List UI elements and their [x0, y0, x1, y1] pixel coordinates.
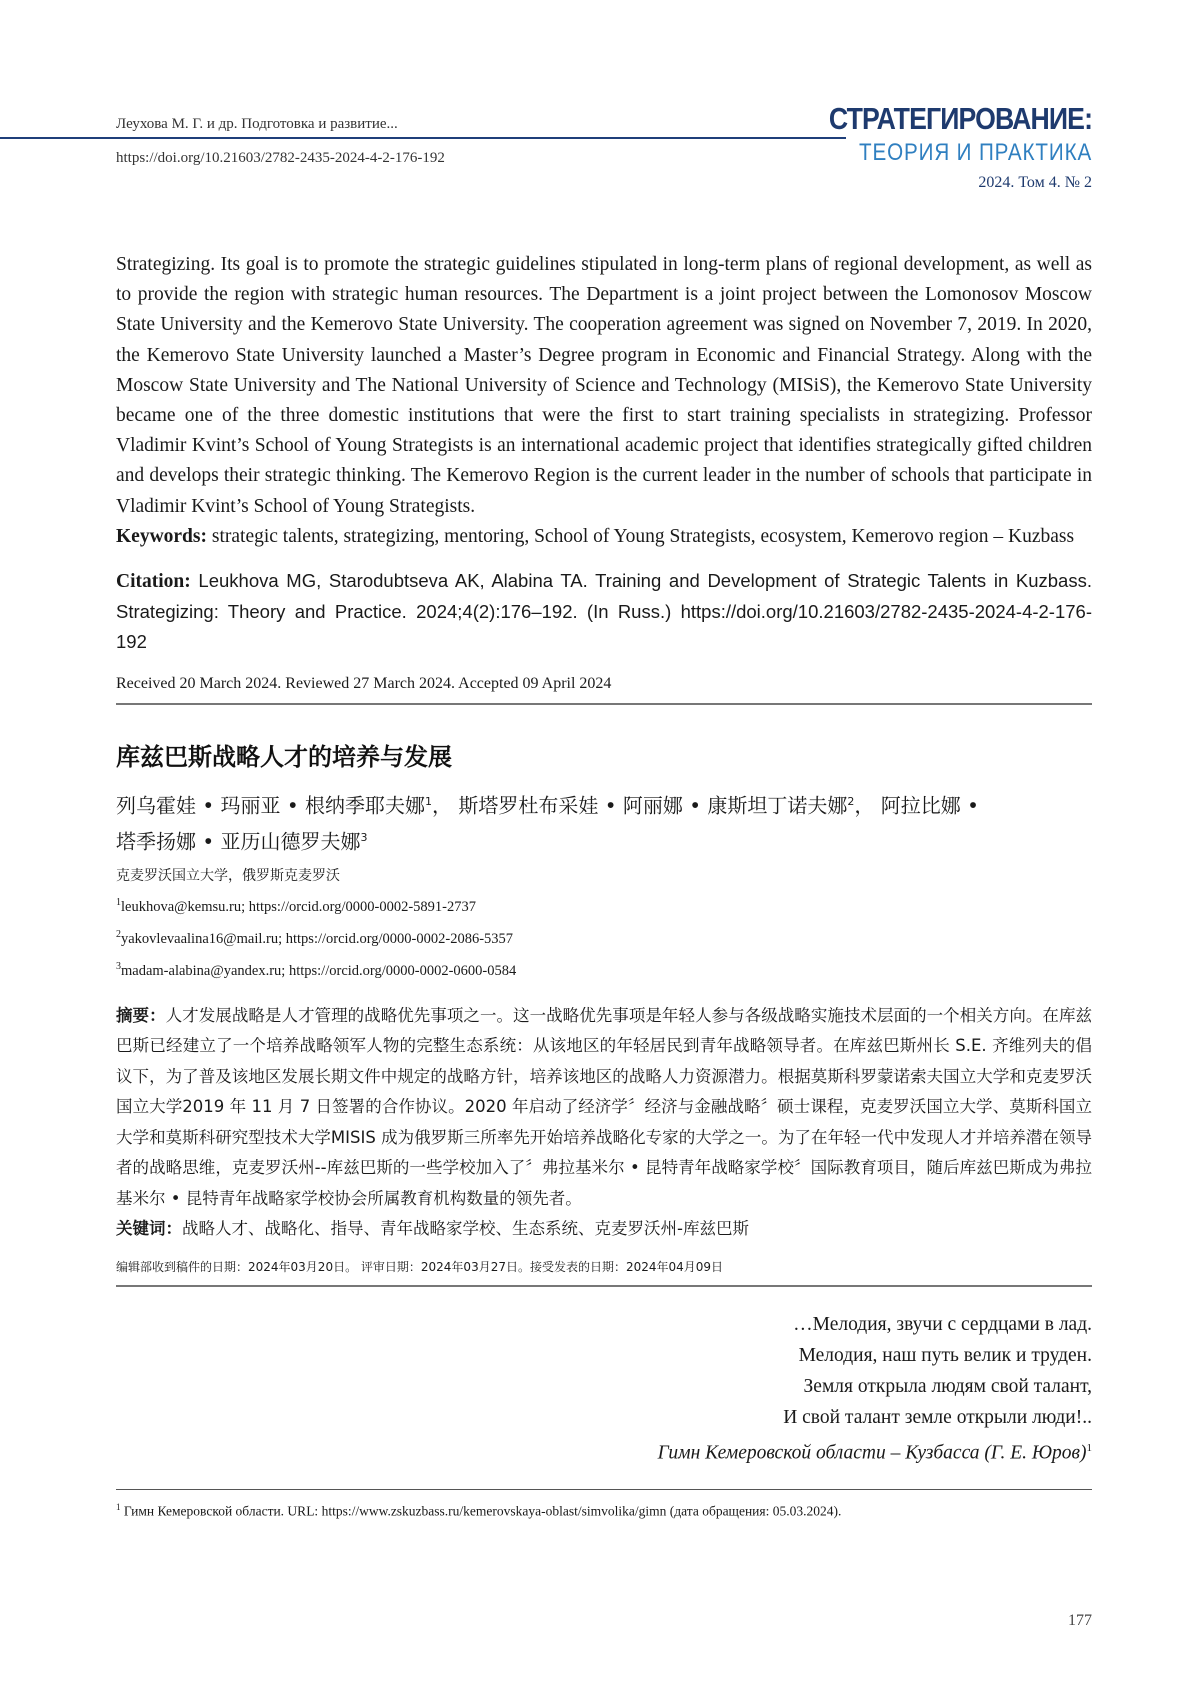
chinese-keywords-label: 关键词： [116, 1219, 182, 1239]
section-divider-2 [116, 1285, 1092, 1287]
contact-3 [116, 957, 1092, 981]
section-divider [116, 703, 1092, 705]
chinese-authors [116, 786, 1092, 857]
keywords-english [116, 522, 1092, 552]
epigraph-footnote-ref[interactable]: 1 [1086, 1442, 1092, 1455]
author-3b: 塔季扬娜 • 亚历山德罗夫娜 [116, 829, 361, 854]
citation-text: Leukhova MG, Starodubtseva AK, Alabina TA. Training and Development of Strategic Talents in Kuzbass. Strategizing: Theory and Practice. 2024;4(2):176–192. (In Russ.) https://doi.org/10.21603/2782-2435-2024-4-2-176-192 [116, 570, 1092, 653]
chinese-keywords-text: 战略人才、战略化、指导、青年战略家学校、生态系统、克麦罗沃州-库兹巴斯 [182, 1219, 749, 1239]
article-dates-english: Received 20 March 2024. Reviewed 27 March 2024. Accepted 09 April 2024 [116, 675, 612, 693]
chinese-keywords [116, 1214, 1092, 1244]
epigraph [116, 1309, 1092, 1469]
journal-brand [786, 102, 1092, 192]
chinese-affiliation: 克麦罗沃国立大学，俄罗斯克麦罗沃 [116, 868, 340, 885]
citation-label: Citation: [116, 571, 191, 593]
footnote [116, 1502, 1092, 1520]
author-2-sup: 2 [847, 795, 855, 809]
article-content [116, 250, 1092, 1519]
epigraph-line-3: Земля открыла людям свой талант, [803, 1376, 1092, 1398]
contact-3-text[interactable]: madam-alabina@yandex.ru; https://orcid.org/0000-0002-0600-0584 [121, 962, 517, 979]
epigraph-attribution: Гимн Кемеровской области – Кузбасса (Г. Е. Юров) [657, 1442, 1087, 1464]
chinese-title: 库兹巴斯战略人才的培养与发展 [116, 743, 452, 772]
contact-1 [116, 893, 1092, 917]
page-number: 177 [1068, 1612, 1092, 1629]
chinese-abstract-text: 人才发展战略是人才管理的战略优先事项之一。这一战略优先事项是年轻人参与各级战略实施技术层面的一个相关方向。在库兹巴斯已经建立了一个培养战略领军人物的完整生态系统：从该地区的年轻居民到青年战略领导者。在库兹巴斯州长 S.E. 齐维列夫的倡议下，为了普及该地区发展长期文件中规定的战略方针，培养该地区的战略人力资源潜力。根据莫斯科罗蒙诺索夫国立大学和克麦罗沃国立大学2019 年 11 月 7 日签署的合作协议。2020 年启动了经济学〞经济与金融战略〞硕士课程，克麦罗沃国立大学、莫斯科国立大学和莫斯科研究型技术大学MISIS 成为俄罗斯三所率先开始培养战略化专家的大学之一。为了在年轻一代中发现人才并培养潜在领导者的战略思维，克麦罗沃州--库兹巴斯的一些学校加入了〞弗拉基米尔 • 昆特青年战略家学校〞国际教育项目，随后库兹巴斯成为弗拉基米尔 • 昆特青年战略家学校协会所属教育机构数量的领先者。 [116, 1005, 1093, 1208]
footnote-text: Гимн Кемеровской области. URL: https://www.zskuzbass.ru/kemerovskaya-oblast/simvolika/gimn (дата обращения: 05.03.2024). [120, 1503, 842, 1519]
footnote-number: 1 [116, 1501, 121, 1512]
author-1: 列乌霍娃 • 玛丽亚 • 根纳季耶夫娜 [116, 793, 426, 818]
epigraph-attribution-line [116, 1433, 1092, 1469]
keywords-text: strategic talents, strategizing, mentoring, School of Young Strategists, ecosystem, Kemerovo region – Kuzbass [207, 525, 1075, 547]
contact-2-text[interactable]: yakovlevaalina16@mail.ru; https://orcid.org/0000-0002-2086-5357 [121, 931, 514, 947]
contact-1-text[interactable]: leukhova@kemsu.ru; https://orcid.org/0000-0002-5891-2737 [121, 899, 477, 916]
contact-1-sup: 1 [116, 897, 121, 909]
running-title: Леухова М. Г. и др. Подготовка и развитие... [116, 116, 398, 132]
keywords-label: Keywords: [116, 525, 207, 547]
author-1-sup: 1 [425, 795, 433, 809]
footnote-divider [116, 1489, 1092, 1490]
author-3a: ， 阿拉比娜 • [854, 793, 979, 818]
journal-name-line2: ТЕОРИЯ И ПРАКТИКА [858, 139, 1092, 166]
author-2: ， 斯塔罗杜布采娃 • 阿丽娜 • 康斯坦丁诺夫娜 [432, 793, 848, 818]
citation [116, 566, 1092, 657]
epigraph-line-1: …Мелодия, звучи с сердцами в лад. [793, 1314, 1092, 1336]
chinese-abstract-label: 摘要： [116, 1005, 166, 1025]
journal-name-line1: СТРАТЕГИРОВАНИЕ: [828, 101, 1092, 136]
epigraph-line-4: И свой талант земле открыли люди!.. [783, 1407, 1092, 1429]
running-header [116, 116, 846, 133]
contact-3-sup: 3 [116, 961, 121, 972]
chinese-abstract [116, 1001, 1092, 1215]
abstract-english: Strategizing. Its goal is to promote the strategic guidelines stipulated in long-term plans of regional development, as well as to provide the region with strategic human resources. The Department is a joint project between the Lomonosov Moscow State University and the Kemerovo State University. The cooperation agreement was signed on November 7, 2019. In 2020, the Kemerovo State University launched a Master’s Degree program in Economic and Financial Strategy. Along with the Moscow State University and The National University of Science and Technology (MISiS), the Kemerovo State University became one of the three domestic institutions that were the first to start training specialists in strategizing. Professor Vladimir Kvint’s School of Young Strategists is an international academic project that identifies strategically gifted children and develops their strategic thinking. The Kemerovo Region is the current leader in the number of schools that participate in Vladimir Kvint’s School of Young Strategists. [116, 254, 1092, 517]
epigraph-line-2: Мелодия, наш путь велик и труден. [798, 1345, 1092, 1367]
chinese-dates: 编辑部收到稿件的日期：2024年03月20日。 评审日期：2024年03月27日。接受发表的日期：2024年04月09日 [116, 1260, 724, 1275]
author-3-sup: 3 [360, 830, 368, 844]
contact-2 [116, 925, 1092, 949]
header-divider [0, 137, 846, 139]
header-doi-link[interactable]: https://doi.org/10.21603/2782-2435-2024-4-2-176-192 [116, 150, 445, 166]
journal-issue: 2024. Том 4. № 2 [978, 174, 1092, 191]
contact-2-sup: 2 [116, 929, 121, 941]
